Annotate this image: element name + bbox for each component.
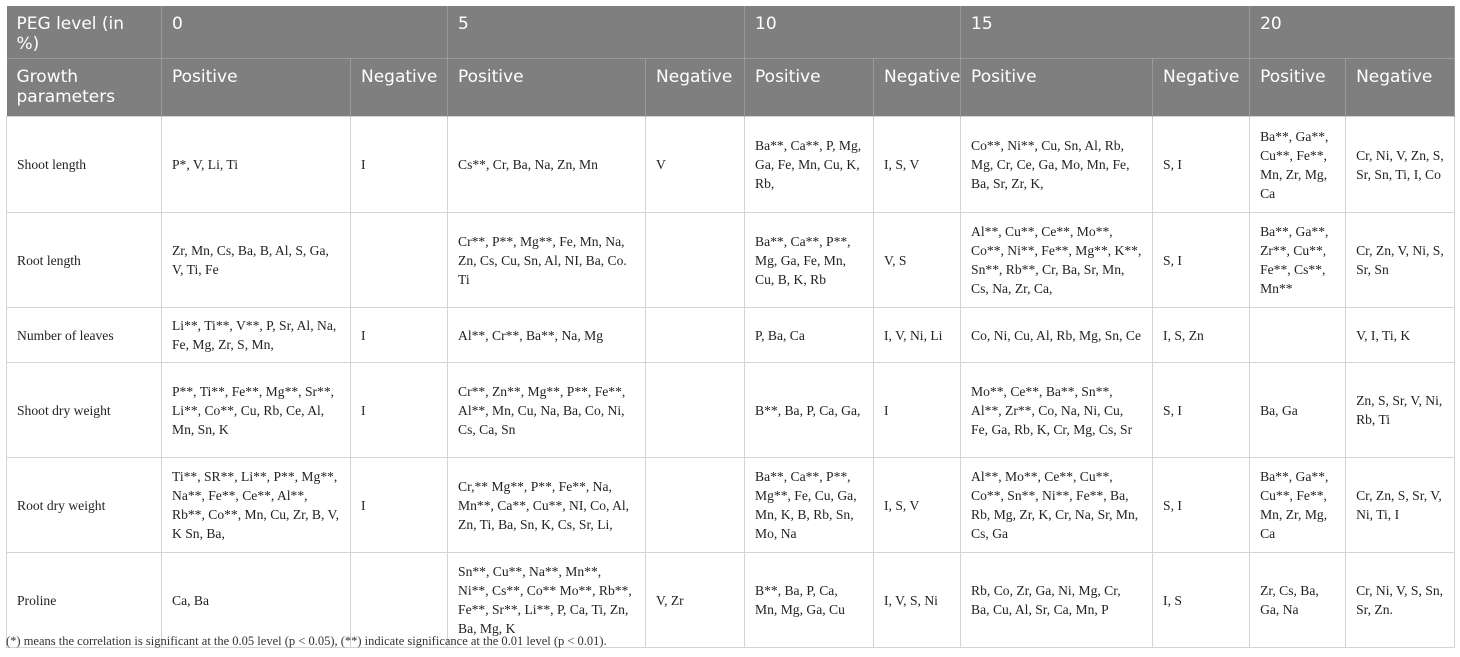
positive-correlation-cell: B**, Ba, P, Ca, Ga, bbox=[745, 363, 874, 458]
negative-correlation-cell: I bbox=[351, 458, 448, 553]
negative-correlation-cell: I, S, Zn bbox=[1153, 308, 1250, 363]
positive-correlation-cell: P*, V, Li, Ti bbox=[162, 117, 351, 213]
growth-parameter-cell: Root dry weight bbox=[7, 458, 162, 553]
positive-correlation-cell: Ba**, Ga**, Cu**, Fe**, Mn, Zr, Mg, Ca bbox=[1250, 458, 1346, 553]
positive-correlation-cell: Al**, Cr**, Ba**, Na, Mg bbox=[448, 308, 646, 363]
positive-correlation-cell: Sn**, Cu**, Na**, Mn**, Ni**, Cs**, Co** Mo**, Rb**, Fe**, Sr**, Li**, P, Ca, Ti, Zn, Ba, Mg, K bbox=[448, 553, 646, 648]
peg-level-15: 15 bbox=[961, 6, 1250, 59]
positive-correlation-cell bbox=[1250, 308, 1346, 363]
negative-correlation-cell bbox=[351, 213, 448, 308]
positive-correlation-cell: Ba**, Ca**, P**, Mg**, Fe, Cu, Ga, Mn, K, B, Rb, Sn, Mo, Na bbox=[745, 458, 874, 553]
correlation-table bbox=[6, 6, 1455, 648]
positive-correlation-cell: P**, Ti**, Fe**, Mg**, Sr**, Li**, Co**, Cu, Rb, Ce, Al, Mn, Sn, K bbox=[162, 363, 351, 458]
positive-correlation-cell: Ba**, Ga**, Zr**, Cu**, Fe**, Cs**, Mn** bbox=[1250, 213, 1346, 308]
negative-correlation-cell bbox=[646, 213, 745, 308]
negative-correlation-cell: I bbox=[874, 363, 961, 458]
positive-correlation-cell: Al**, Mo**, Ce**, Cu**, Co**, Sn**, Ni**, Fe**, Ba, Rb, Mg, Zr, K, Cr, Na, Sr, Mn, Cs, Ga bbox=[961, 458, 1153, 553]
positive-correlation-cell: Ba**, Ca**, P**, Mg, Ga, Fe, Mn, Cu, B, K, Rb bbox=[745, 213, 874, 308]
positive-correlation-cell: P, Ba, Ca bbox=[745, 308, 874, 363]
positive-correlation-cell: Co, Ni, Cu, Al, Rb, Mg, Sn, Ce bbox=[961, 308, 1153, 363]
negative-correlation-cell: S, I bbox=[1153, 213, 1250, 308]
negative-correlation-cell: I bbox=[351, 117, 448, 213]
negative-header: Negative bbox=[351, 59, 448, 117]
positive-correlation-cell: Cr,** Mg**, P**, Fe**, Na, Mn**, Ca**, Cu**, NI, Co, Al, Zn, Ti, Ba, Sn, K, Cs, Sr, Li, bbox=[448, 458, 646, 553]
positive-correlation-cell: Cs**, Cr, Ba, Na, Zn, Mn bbox=[448, 117, 646, 213]
negative-header: Negative bbox=[874, 59, 961, 117]
positive-correlation-cell: Ca, Ba bbox=[162, 553, 351, 648]
negative-correlation-cell: I, V, S, Ni bbox=[874, 553, 961, 648]
positive-header: Positive bbox=[961, 59, 1153, 117]
negative-correlation-cell: V, S bbox=[874, 213, 961, 308]
positive-correlation-cell: Zr, Cs, Ba, Ga, Na bbox=[1250, 553, 1346, 648]
growth-parameter-cell: Number of leaves bbox=[7, 308, 162, 363]
negative-correlation-cell bbox=[646, 363, 745, 458]
negative-correlation-cell: V, Zr bbox=[646, 553, 745, 648]
positive-correlation-cell: Cr**, P**, Mg**, Fe, Mn, Na, Zn, Cs, Cu, Sn, Al, NI, Ba, Co. Ti bbox=[448, 213, 646, 308]
peg-level-label: PEG level (in %) bbox=[7, 6, 162, 59]
positive-correlation-cell: Ti**, SR**, Li**, P**, Mg**, Na**, Fe**, Ce**, Al**, Rb**, Co**, Mn, Cu, Zr, B, V, K Sn, Ba, bbox=[162, 458, 351, 553]
positive-correlation-cell: Ba**, Ga**, Cu**, Fe**, Mn, Zr, Mg, Ca bbox=[1250, 117, 1346, 213]
positive-negative-header-row bbox=[7, 59, 1455, 117]
significance-footnote: (*) means the correlation is significant at the 0.05 level (p < 0.05), (**) indicate significance at the 0.01 level (p < 0.01). bbox=[6, 634, 607, 648]
negative-correlation-cell: S, I bbox=[1153, 458, 1250, 553]
growth-parameter-cell: Shoot length bbox=[7, 117, 162, 213]
positive-correlation-cell: Co**, Ni**, Cu, Sn, Al, Rb, Mg, Cr, Ce, Ga, Mo, Mn, Fe, Ba, Sr, Zr, K, bbox=[961, 117, 1153, 213]
table-row bbox=[7, 363, 1455, 458]
negative-correlation-cell: I, S bbox=[1153, 553, 1250, 648]
negative-correlation-cell: I bbox=[351, 308, 448, 363]
positive-correlation-cell: Ba, Ga bbox=[1250, 363, 1346, 458]
positive-header: Positive bbox=[1250, 59, 1346, 117]
positive-header: Positive bbox=[745, 59, 874, 117]
negative-correlation-cell: Cr, Ni, V, Zn, S, Sr, Sn, Ti, I, Co bbox=[1346, 117, 1455, 213]
negative-correlation-cell: S, I bbox=[1153, 363, 1250, 458]
negative-correlation-cell: S, I bbox=[1153, 117, 1250, 213]
negative-correlation-cell: V bbox=[646, 117, 745, 213]
negative-header: Negative bbox=[1346, 59, 1455, 117]
negative-correlation-cell bbox=[646, 308, 745, 363]
negative-header: Negative bbox=[1153, 59, 1250, 117]
peg-level-header-row bbox=[7, 6, 1455, 59]
negative-correlation-cell bbox=[646, 458, 745, 553]
positive-correlation-cell: Li**, Ti**, V**, P, Sr, Al, Na, Fe, Mg, Zr, S, Mn, bbox=[162, 308, 351, 363]
negative-correlation-cell: I, V, Ni, Li bbox=[874, 308, 961, 363]
peg-level-0: 0 bbox=[162, 6, 448, 59]
negative-correlation-cell: Cr, Ni, V, S, Sn, Sr, Zn. bbox=[1346, 553, 1455, 648]
peg-level-5: 5 bbox=[448, 6, 745, 59]
positive-correlation-cell: Cr**, Zn**, Mg**, P**, Fe**, Al**, Mn, Cu, Na, Ba, Co, Ni, Cs, Ca, Sn bbox=[448, 363, 646, 458]
positive-correlation-cell: Mo**, Ce**, Ba**, Sn**, Al**, Zr**, Co, Na, Ni, Cu, Fe, Ga, Rb, K, Cr, Mg, Cs, Sr bbox=[961, 363, 1153, 458]
correlation-table-container bbox=[6, 6, 1454, 648]
positive-correlation-cell: Ba**, Ca**, P, Mg, Ga, Fe, Mn, Cu, K, Rb, bbox=[745, 117, 874, 213]
positive-correlation-cell: Zr, Mn, Cs, Ba, B, Al, S, Ga, V, Ti, Fe bbox=[162, 213, 351, 308]
table-row bbox=[7, 458, 1455, 553]
table-body bbox=[7, 117, 1455, 648]
positive-correlation-cell: Al**, Cu**, Ce**, Mo**, Co**, Ni**, Fe**, Mg**, K**, Sn**, Rb**, Cr, Ba, Sr, Mn, Cs, Na, Zr, Ca, bbox=[961, 213, 1153, 308]
growth-parameter-cell: Proline bbox=[7, 553, 162, 648]
table-row bbox=[7, 213, 1455, 308]
negative-correlation-cell: V, I, Ti, K bbox=[1346, 308, 1455, 363]
table-row bbox=[7, 117, 1455, 213]
negative-correlation-cell: Cr, Zn, V, Ni, S, Sr, Sn bbox=[1346, 213, 1455, 308]
growth-parameter-cell: Shoot dry weight bbox=[7, 363, 162, 458]
negative-correlation-cell: I bbox=[351, 363, 448, 458]
positive-correlation-cell: B**, Ba, P, Ca, Mn, Mg, Ga, Cu bbox=[745, 553, 874, 648]
negative-correlation-cell: Cr, Zn, S, Sr, V, Ni, Ti, I bbox=[1346, 458, 1455, 553]
negative-correlation-cell: I, S, V bbox=[874, 117, 961, 213]
peg-level-10: 10 bbox=[745, 6, 961, 59]
positive-header: Positive bbox=[162, 59, 351, 117]
table-row bbox=[7, 308, 1455, 363]
growth-parameter-cell: Root length bbox=[7, 213, 162, 308]
peg-level-20: 20 bbox=[1250, 6, 1455, 59]
negative-header: Negative bbox=[646, 59, 745, 117]
negative-correlation-cell: I, S, V bbox=[874, 458, 961, 553]
positive-correlation-cell: Rb, Co, Zr, Ga, Ni, Mg, Cr, Ba, Cu, Al, Sr, Ca, Mn, P bbox=[961, 553, 1153, 648]
positive-header: Positive bbox=[448, 59, 646, 117]
negative-correlation-cell: Zn, S, Sr, V, Ni, Rb, Ti bbox=[1346, 363, 1455, 458]
growth-parameters-label: Growth parameters bbox=[7, 59, 162, 117]
